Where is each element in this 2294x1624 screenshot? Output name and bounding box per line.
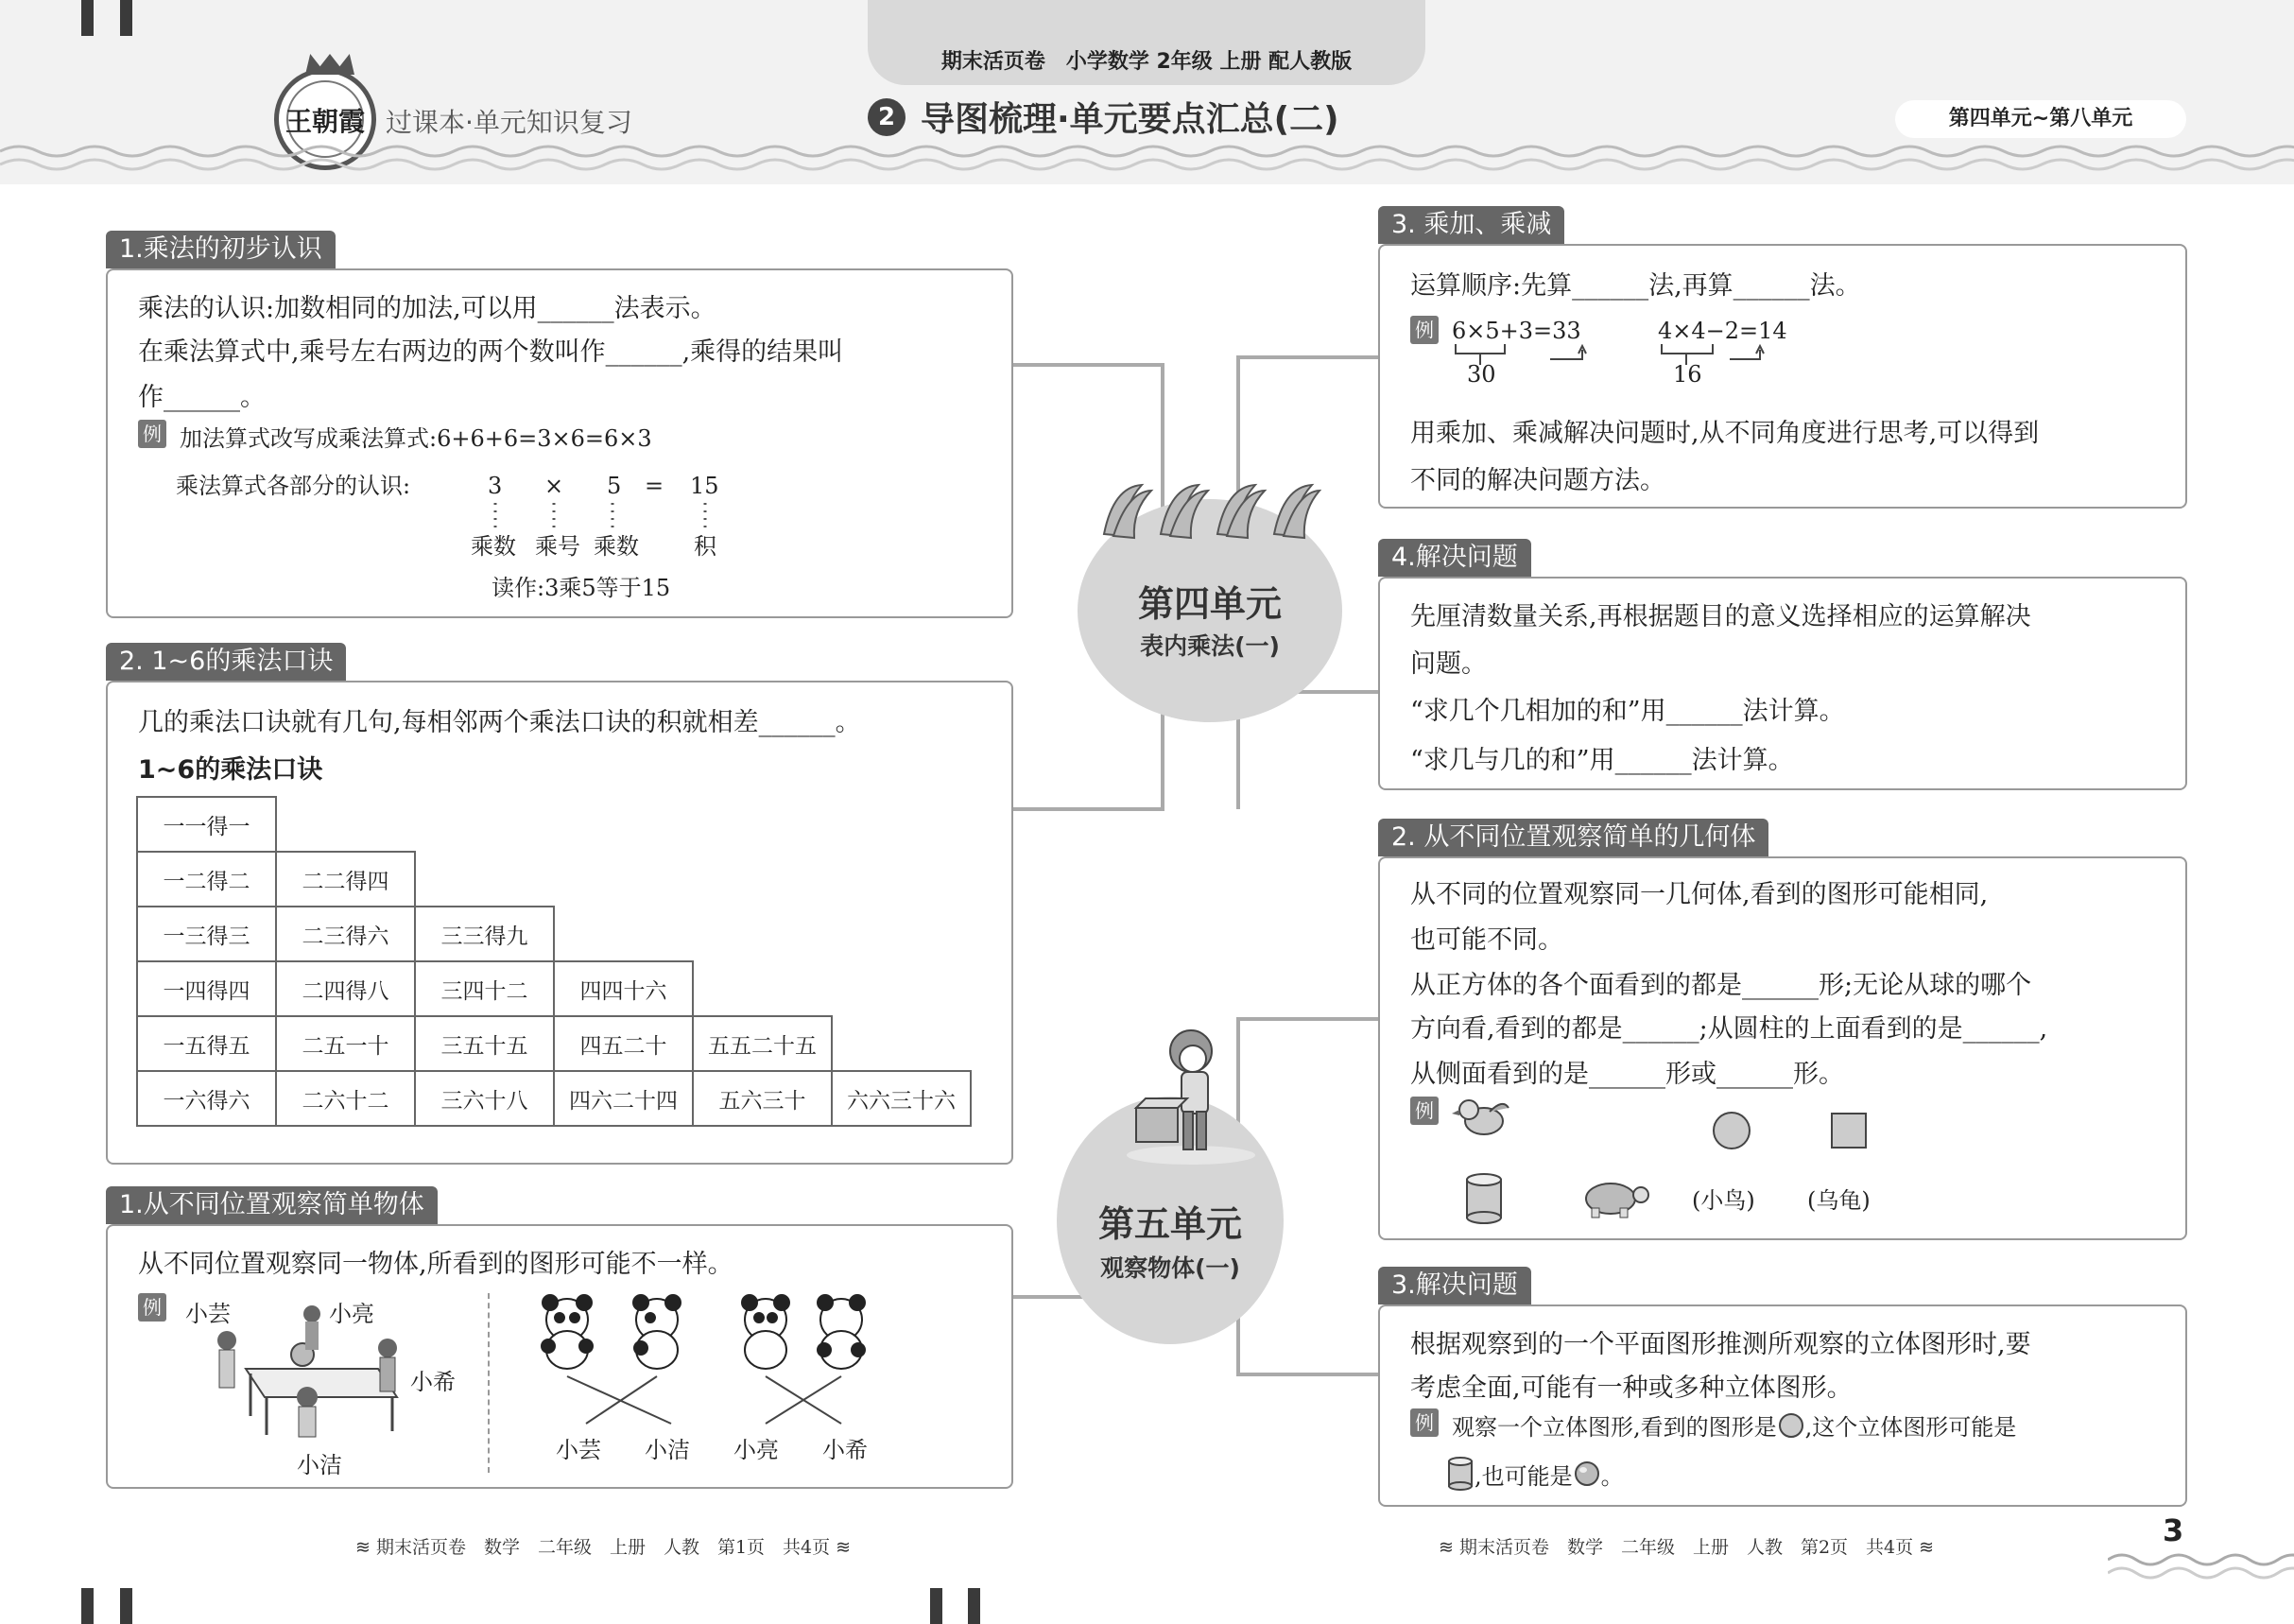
s5-name-left-3: 小洁 xyxy=(297,1452,342,1478)
square-shape-icon xyxy=(1830,1112,1868,1149)
table-cell: 二六十二 xyxy=(276,1071,415,1126)
example-mark: 例 xyxy=(138,420,166,448)
table-row xyxy=(137,797,971,852)
s4-line4: “求几与几的和”用______法计算。 xyxy=(1410,746,1794,775)
binding-mark xyxy=(968,1588,980,1624)
s1-line2: 在乘法算式中,乘号左右两边的两个数叫作______,乘得的结果叫 xyxy=(138,337,844,367)
s3-line1: 运算顺序:先算______法,再算______法。 xyxy=(1410,271,1861,301)
turtle-icon xyxy=(1573,1166,1652,1223)
connector xyxy=(1236,355,1378,359)
bird-icon xyxy=(1452,1091,1512,1144)
s4-line1: 先厘清数量关系,再根据题目的意义选择相应的运算解决 xyxy=(1410,602,2031,631)
s1-parts-label: 乘法算式各部分的认识: xyxy=(176,473,411,499)
s7-example-a: 观察一个立体图形,看到的图形是 xyxy=(1452,1414,1777,1441)
footer-wave xyxy=(2108,1550,2294,1588)
s4-line2: 问题。 xyxy=(1410,649,1487,679)
s1-part-factor1: 乘数 xyxy=(471,533,516,560)
footer-right: ≋ 期末活页卷 数学 二年级 上册 人教 第2页 共4页 ≋ xyxy=(1439,1537,1935,1558)
header-tab xyxy=(868,0,1425,85)
example-mark: 例 xyxy=(1410,316,1439,344)
s7-example-row1 xyxy=(1452,1408,2016,1442)
cylinder-icon xyxy=(1463,1172,1505,1225)
unit5-subtitle: 观察物体(一) xyxy=(1100,1254,1240,1282)
s1-line1: 乘法的认识:加数相同的加法,可以用______法表示。 xyxy=(138,294,716,323)
section-tab-multiplication-intro: 1.乘法的初步认识 xyxy=(106,231,336,268)
section-subtitle: 过课本·单元知识复习 xyxy=(386,107,632,138)
table-cell: 一三得三 xyxy=(137,907,276,961)
cylinder-icon xyxy=(1446,1456,1475,1492)
table-cell: 三六十八 xyxy=(415,1071,554,1126)
section-tab-problem-solving-2: 3.解决问题 xyxy=(1378,1267,1531,1304)
table-cell: 二二得四 xyxy=(276,852,415,907)
page-title xyxy=(868,93,1339,141)
s6-label-bird: (小鸟) xyxy=(1692,1187,1755,1214)
table-cell: 二五一十 xyxy=(276,1016,415,1071)
table-cell: 四六二十四 xyxy=(554,1071,693,1126)
table-cell: 三三得九 xyxy=(415,907,554,961)
section-tab-multiplication-table: 2. 1~6的乘法口诀 xyxy=(106,643,346,681)
unit-range-pill: 第四单元~第八单元 xyxy=(1895,100,2186,138)
s5-name-left-0: 小芸 xyxy=(185,1301,231,1327)
panda-views-illustration xyxy=(529,1291,898,1443)
connector xyxy=(1236,1017,1378,1021)
table-cell: 六六三十六 xyxy=(832,1071,971,1126)
s5-name-right-1: 小洁 xyxy=(645,1437,690,1463)
table-cell: 四五二十 xyxy=(554,1016,693,1071)
unit4-title: 第四单元 xyxy=(1137,583,1282,625)
header-tab-text: 期末活页卷 小学数学 2年级 上册 配人教版 xyxy=(940,50,1353,74)
table-cell: 一六得六 xyxy=(137,1071,276,1126)
s1-part-sign: 乘号 xyxy=(535,533,580,560)
binding-mark xyxy=(81,0,94,36)
table-cell: 五六三十 xyxy=(693,1071,832,1126)
table-cell: 三五十五 xyxy=(415,1016,554,1071)
connector xyxy=(1013,807,1164,811)
s3-line3: 不同的解决问题方法。 xyxy=(1410,466,1665,495)
table-row xyxy=(137,1016,971,1071)
example-mark: 例 xyxy=(138,1293,166,1322)
table-cell: 三四十二 xyxy=(415,961,554,1016)
s6-line3: 从正方体的各个面看到的都是______形;无论从球的哪个 xyxy=(1410,971,2032,1000)
table-cell: 一五得五 xyxy=(137,1016,276,1071)
footer-left: ≋ 期末活页卷 数学 二年级 上册 人教 第1页 共4页 ≋ xyxy=(355,1537,852,1558)
example-mark: 例 xyxy=(1410,1097,1439,1125)
binding-mark xyxy=(120,0,132,36)
crown-icon xyxy=(305,54,354,75)
table-cell: 二四得八 xyxy=(276,961,415,1016)
child-observing-box-illustration xyxy=(1125,1023,1257,1165)
unit4-subtitle: 表内乘法(一) xyxy=(1140,632,1280,660)
table-row xyxy=(137,961,971,1016)
section-tab-multiply-add-subtract: 3. 乘加、乘减 xyxy=(1378,206,1564,244)
title-text: 导图梳理·单元要点汇总(二) xyxy=(921,100,1339,139)
unit5-title: 第五单元 xyxy=(1097,1203,1242,1245)
table-cell: 五五二十五 xyxy=(693,1016,832,1071)
s3-example1-mid: 30 xyxy=(1467,361,1496,388)
s6-line1: 从不同的位置观察同一几何体,看到的图形可能相同, xyxy=(1410,880,1989,909)
table-cell: 一一得一 xyxy=(137,797,276,852)
table-cell: 一四得四 xyxy=(137,961,276,1016)
s7-example-b: ,这个立体图形可能是 xyxy=(1804,1414,2017,1441)
table-row xyxy=(137,1071,971,1126)
page-number: 3 xyxy=(2163,1512,2184,1548)
circle-shape-icon xyxy=(1711,1110,1752,1151)
s7-example-d: 。 xyxy=(1600,1462,1624,1490)
s5-name-left-2: 小希 xyxy=(410,1369,456,1395)
s6-label-turtle: (乌龟) xyxy=(1807,1187,1871,1214)
s2-line1: 几的乘法口诀就有几句,每相邻两个乘法口诀的积就相差______。 xyxy=(138,708,861,737)
s7-example-row2 xyxy=(1446,1456,1624,1492)
s5-name-left-1: 小亮 xyxy=(329,1301,374,1327)
title-number-badge: 2 xyxy=(868,98,906,136)
circle-shape-icon xyxy=(1777,1411,1805,1440)
table-row xyxy=(137,907,971,961)
s5-line1: 从不同位置观察同一物体,所看到的图形可能不一样。 xyxy=(138,1250,733,1279)
s5-name-right-2: 小亮 xyxy=(733,1437,779,1463)
binding-mark xyxy=(81,1588,94,1624)
s2-table-title: 1~6的乘法口诀 xyxy=(138,755,323,785)
section-tab-problem-solving-1: 4.解决问题 xyxy=(1378,539,1531,577)
s7-line1: 根据观察到的一个平面图形推测所观察的立体图形时,要 xyxy=(1410,1330,2031,1359)
example-mark: 例 xyxy=(1410,1408,1439,1437)
s3-example1: 6×5+3=33 xyxy=(1452,318,1581,344)
s1-eq-factor1: 3 xyxy=(488,473,503,499)
table-cell: 四四十六 xyxy=(554,961,693,1016)
table-cell: 一二得二 xyxy=(137,852,276,907)
dotted-pointer-lines xyxy=(473,503,718,529)
section-tab-observe-objects: 1.从不同位置观察简单物体 xyxy=(106,1186,438,1224)
connector xyxy=(1236,1373,1378,1376)
section-tab-observe-solids: 2. 从不同位置观察简单的几何体 xyxy=(1378,819,1768,856)
sphere-icon xyxy=(1573,1460,1601,1488)
s3-example2: 4×4−2=14 xyxy=(1658,318,1787,344)
bracket-marks xyxy=(1450,344,1771,372)
dashed-divider xyxy=(488,1293,490,1473)
binding-mark xyxy=(930,1588,942,1624)
s5-name-right-0: 小芸 xyxy=(556,1437,601,1463)
s1-part-factor2: 乘数 xyxy=(594,533,639,560)
s1-line3: 作______。 xyxy=(138,383,266,412)
s1-eq-equals: = xyxy=(645,473,664,499)
s6-line2: 也可能不同。 xyxy=(1410,925,1563,955)
binding-mark xyxy=(120,1588,132,1624)
s1-eq-product: 15 xyxy=(690,473,719,499)
s6-line5: 从侧面看到的是______形或______形。 xyxy=(1410,1060,1844,1089)
s6-line4: 方向看,看到的都是______;从圆柱的上面看到的是______, xyxy=(1410,1014,2048,1044)
s1-read: 读作:3乘5等于15 xyxy=(492,575,671,601)
s7-example-c: ,也可能是 xyxy=(1475,1462,1573,1490)
s3-line2: 用乘加、乘减解决问题时,从不同角度进行思考,可以得到 xyxy=(1410,419,2040,448)
s4-line3: “求几个几相加的和”用______法计算。 xyxy=(1410,697,1845,726)
banana-bunches-illustration xyxy=(1095,477,1321,545)
table-row xyxy=(137,852,971,907)
header-wave-divider xyxy=(0,142,2294,189)
s1-example: 加法算式改写成乘法算式:6+6+6=3×6=6×3 xyxy=(180,425,652,452)
s7-line2: 考虑全面,可能有一种或多种立体图形。 xyxy=(1410,1373,1853,1403)
multiplication-table xyxy=(136,796,972,1127)
s1-eq-factor2: 5 xyxy=(607,473,622,499)
s1-part-product: 积 xyxy=(694,533,716,560)
s3-example2-mid: 16 xyxy=(1673,361,1702,388)
children-around-table-illustration xyxy=(198,1303,406,1444)
s1-eq-times: × xyxy=(544,473,564,499)
table-cell: 二三得六 xyxy=(276,907,415,961)
logo-text: 王朝霞 xyxy=(285,106,365,137)
s5-name-right-3: 小希 xyxy=(822,1437,868,1463)
connector xyxy=(1013,363,1164,367)
